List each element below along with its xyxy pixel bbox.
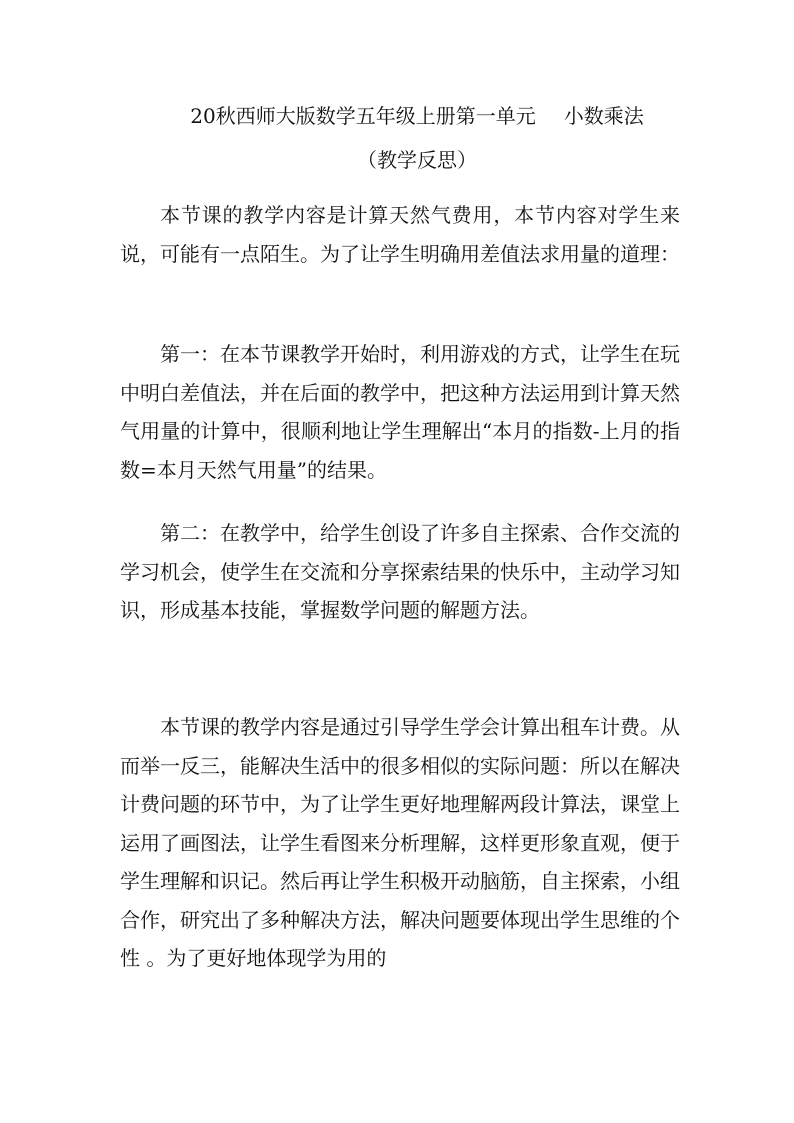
title-main: 20秋西师大版数学五年级上册第一单元 <box>190 104 536 128</box>
paragraph-second-point: 第二：在教学中，给学生创设了许多自主探索、合作交流的学习机会，使学生在交流和分享探索结果的快乐中，主动学习知识，形成基本技能，掌握数学问题的解题方法。 <box>120 521 680 622</box>
title-topic: 小数乘法 <box>563 104 644 128</box>
document-subtitle: （教学反思） <box>357 148 477 172</box>
document-title <box>120 104 714 128</box>
paragraph-intro: 本节课的教学内容是计算天然气费用，本节内容对学生来说，可能有一点陌生。为了让学生明确用差值法求用量的道理： <box>120 203 680 266</box>
paragraph-first-point: 第一：在本节课教学开始时，利用游戏的方式，让学生在玩中明白差值法，并在后面的教学中，把这种方法运用到计算天然气用量的计算中，很顺利地让学生理解出“本月的指数-上月的指数=本月天然气用量”的结果。 <box>120 342 680 482</box>
paragraph-taxi-fare: 本节课的教学内容是通过引导学生学会计算出租车计费。从而举一反三，能解决生活中的很多相似的实际问题：所以在解决计费问题的环节中，为了让学生更好地理解两段计算法，课堂上运用了画图法，让学生看图来分析理解，这样更形象直观，便于学生理解和识记。然后再让学生积极开动脑筋，自主探索，小组合作，研究出了多种解决方法，解决问题要体现出学生思维的个性 。为了更好地体现学为用的 <box>120 715 680 970</box>
